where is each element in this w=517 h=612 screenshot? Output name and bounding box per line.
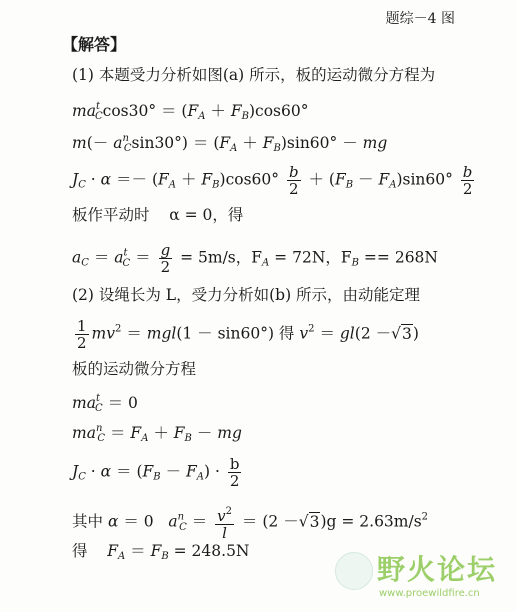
figure-caption: 题综－4 图 — [385, 11, 455, 27]
paragraph-part-3: 板的运动微分方程 — [72, 360, 197, 378]
translation-condition: 板作平动时 α = 0，得 — [72, 206, 244, 224]
equation-5: $\frac{1}{2}$ $mv^2 = mgl(1 - \sin 60^\circ)$ 得 $v^2 = gl(2 -√3)$ — [77, 317, 419, 352]
watermark-logo-icon — [335, 552, 373, 590]
equation-6: $ma^t_C = 0$ — [72, 393, 138, 414]
paragraph-part-1: (1) 本题受力分析如图(a) 所示，板的运动微分方程为 — [72, 66, 436, 84]
solution-heading: 【解答】 — [62, 35, 127, 54]
equation-2: $m(- a^n_C\sin 30^\circ) = (F_A + F_B)\sin 60^\circ$ － mg — [72, 133, 388, 154]
equation-1: $ma^t_C\cos 30^\circ = (F_A + F_B)\cos 60^\circ$ — [72, 101, 309, 122]
watermark — [335, 548, 505, 608]
equation-8: $J_C \cdot \alpha = (F_B - F_A)$ · $\frac{b}{2}$ — [72, 455, 240, 490]
paragraph-part-2: (2) 设绳长为 L，受力分析如(b) 所示，由动能定理 — [72, 286, 421, 304]
equation-3: $J_C \cdot \alpha =- (F_A + F_B)\cos 60^\circ$ $\frac{b}{2}$ ＋ $(F_B - F_A)\sin 60^\circ$ $\frac{b}{2}$ — [72, 163, 473, 198]
equation-9: 其中 α ＝ 0 $a^n_C$ ＝ $\frac{v^2}{l}$ ＝ $(2 -√3)g = 2.63m/s^2$ — [72, 506, 429, 542]
equation-10: 得 $F_A = F_B = 248.5N$ — [72, 542, 250, 562]
equation-4: $a_C = a^t_C$ ＝ $\frac{g}{2}$ = 5m/s，$F_A = 72N$，$F_B == 268N$ — [72, 241, 438, 276]
equation-7: $ma^n_C = F_A + F_B$ － mg — [72, 423, 242, 444]
watermark-brand: 野火论坛 — [377, 553, 498, 586]
watermark-url: www.proewildfire.cn — [379, 588, 480, 599]
